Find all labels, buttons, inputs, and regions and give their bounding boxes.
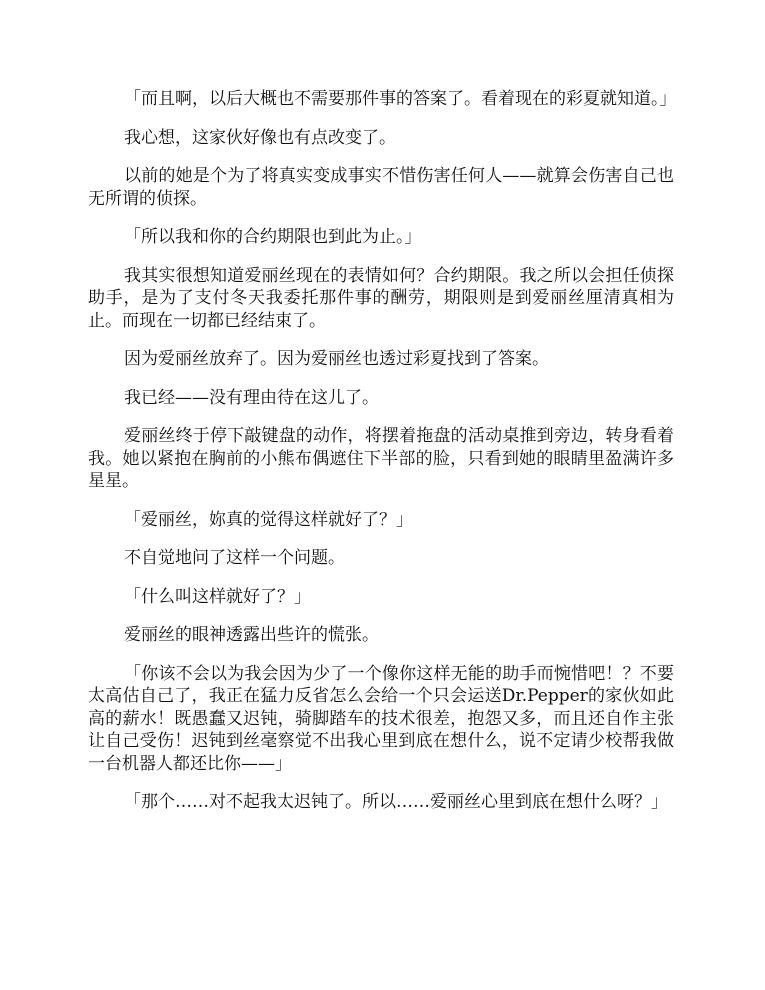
paragraph: 以前的她是个为了将真实变成事实不惜伤害任何人——就算会伤害自己也无所谓的侦探。: [88, 166, 674, 209]
paragraph: 不自觉地问了这样一个问题。: [124, 548, 345, 568]
paragraph: 爱丽丝终于停下敲键盘的动作，将摆着拖盘的活动桌推到旁边，转身看着我。她以紧抱在胸前的小熊布偶遮住下半部的脸，只看到她的眼睛里盈满许多星星。: [88, 426, 674, 491]
paragraph: 「爱丽丝，妳真的觉得这样就好了？」: [124, 509, 413, 530]
paragraph: 「什么叫这样就好了？」: [124, 586, 311, 607]
paragraph: 「你该不会以为我会因为少了一个像你这样无能的助手而惋惜吧！？不要太高估自己了，我正在猛力反省怎么会给一个只会运送Dr.Pepper的家伙如此高的薪水！既愚蠢又迟钝，骑脚踏车的技术很差，抱怨又多，而且还自作主张让自己受伤！迟钝到丝毫察觉不出我心里到底在想什么，说不定请少校帮我做一台机器人都还比你——」: [88, 663, 674, 774]
document-body: [88, 88, 677, 830]
paragraph: 我心想，这家伙好像也有点改变了。: [124, 127, 396, 148]
paragraph: 因为爱丽丝放弃了。因为爱丽丝也透过彩夏找到了答案。: [124, 349, 549, 369]
paragraph: 爱丽丝的眼神透露出些许的慌张。: [124, 625, 379, 645]
paragraph: 我其实很想知道爱丽丝现在的表情如何？合约期限。我之所以会担任侦探助手，是为了支付冬天我委托那件事的酬劳，期限则是到爱丽丝厘清真相为止。而现在一切都已经结束了。: [88, 265, 674, 331]
paragraph: 「那个……对不起我太迟钝了。所以……爱丽丝心里到底在想什么呀？」: [124, 792, 668, 812]
paragraph: 「所以我和你的合约期限也到此为止。」: [124, 227, 422, 247]
paragraph: 我已经——没有理由待在这儿了。: [124, 387, 379, 408]
paragraph: 「而且啊，以后大概也不需要那件事的答案了。看着现在的彩夏就知道。」: [124, 89, 677, 109]
